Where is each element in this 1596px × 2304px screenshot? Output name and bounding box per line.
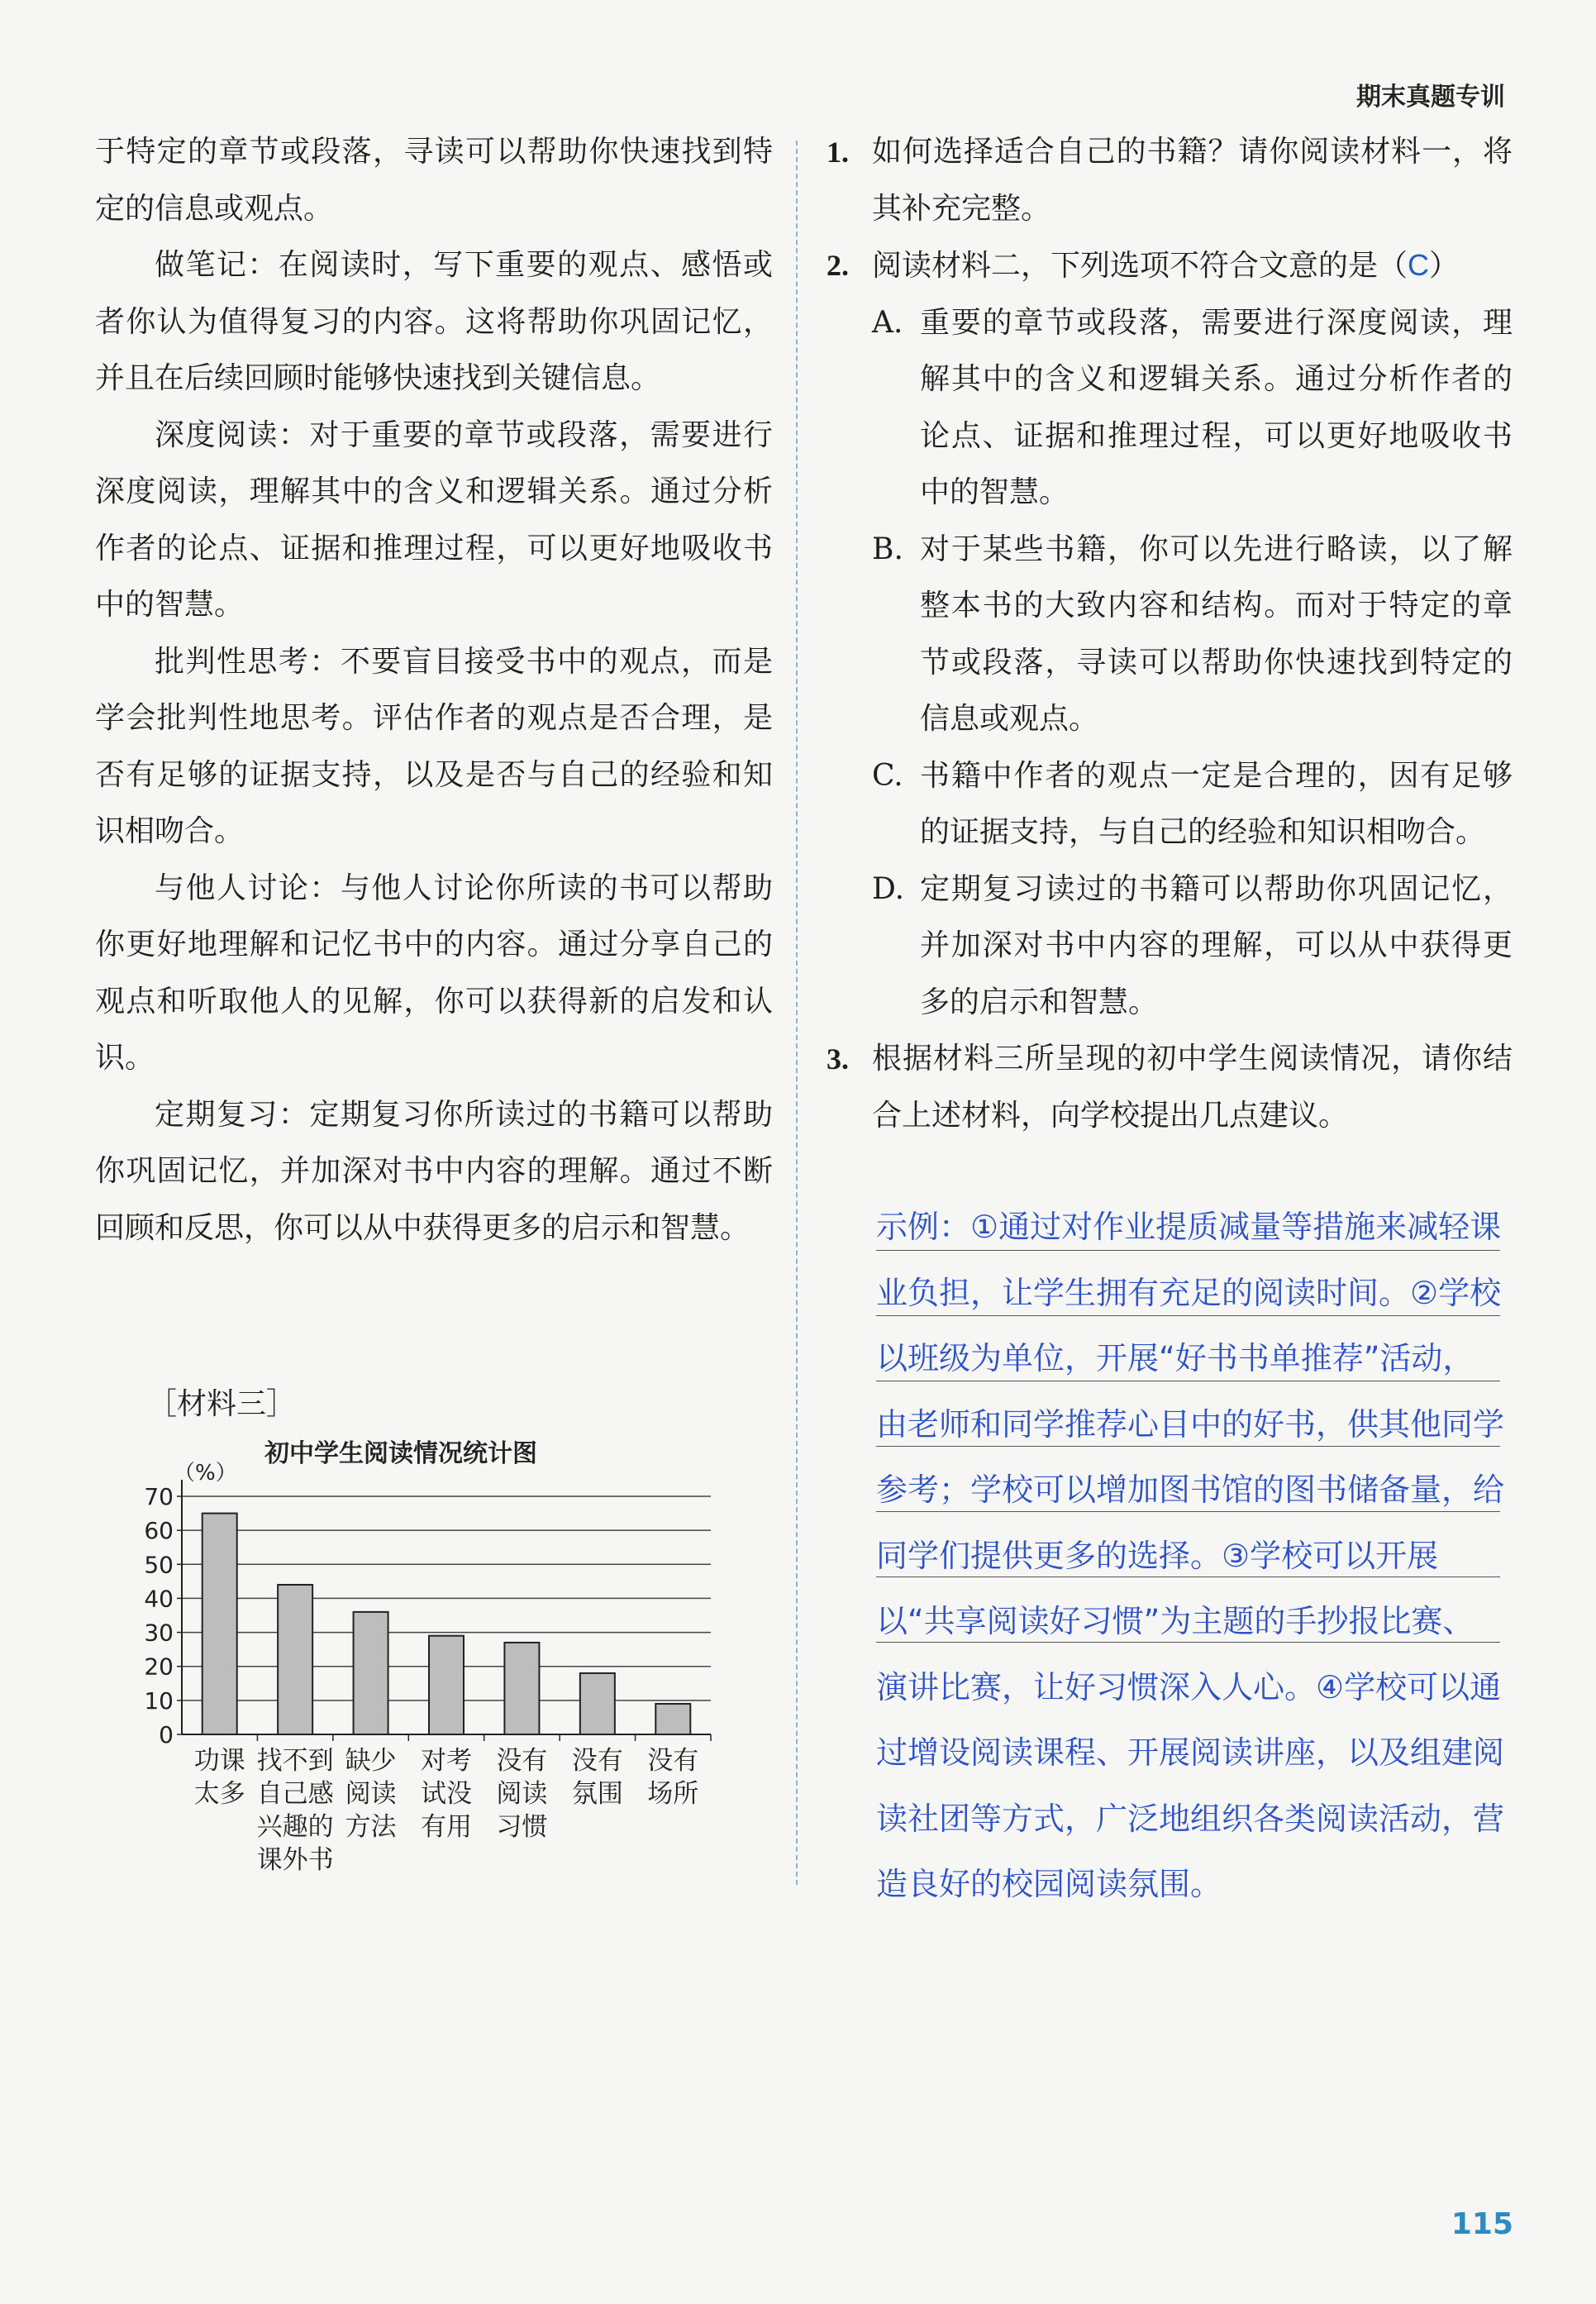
y-tick-label: 50 [144, 1551, 174, 1579]
category-label: 功课 [193, 1746, 245, 1776]
question-3 [827, 1031, 1513, 1144]
handwritten-answer: 示例：①通过对作业提质减量等措施来减轻课业负担，让学生拥有充足的阅读时间。②学校以班级为单位，开展“好书书单推荐”活动，由老师和同学推荐心目中的好书，供其他同学参考；学校可以增加图书馆的图书储备量，给同学们提供更多的选择。③学校可以开展以“共享阅读好习惯”为主题的手抄报比赛、演讲比赛，让好习惯深入人心。④学校可以通过增设阅读课程、开展阅读讲座，以及组建阅读社团等方式，广泛地组织各类阅读活动，营造良好的校园阅读氛围。 [876, 1209, 1505, 1902]
bar [202, 1514, 237, 1734]
option-c [827, 748, 1513, 861]
chart-title: 初中学生阅读情况统计图 [264, 1439, 537, 1468]
category-label: 找不到 [256, 1746, 334, 1776]
bar [278, 1585, 312, 1734]
question-number: 3. [827, 1042, 849, 1076]
bar [354, 1612, 388, 1734]
category-label: 没有 [647, 1746, 699, 1776]
option-letter: C. [872, 758, 903, 793]
y-tick-label: 70 [144, 1483, 174, 1510]
left-column [95, 124, 773, 1257]
bar [504, 1643, 539, 1734]
option-a [827, 295, 1513, 522]
category-label: 有用 [421, 1812, 472, 1842]
right-column [827, 124, 1513, 1144]
question-number: 1. [827, 136, 849, 169]
option-text: 定期复习读过的书籍可以帮助你巩固记忆，并加深对书中内容的理解，可以从中获得更多的启示和智慧。 [920, 871, 1513, 1019]
bar [429, 1636, 464, 1734]
category-label: 自己感 [256, 1779, 334, 1809]
category-label: 没有 [496, 1746, 548, 1776]
header-title: 期末真题专训 [1356, 83, 1505, 112]
column-divider [796, 141, 798, 1885]
question-text-after: ） [1429, 249, 1460, 283]
option-letter: A. [872, 305, 903, 340]
option-text: 重要的章节或段落，需要进行深度阅读，理解其中的含义和逻辑关系。通过分析作者的论点、证据和推理过程，可以更好地吸收书中的智慧。 [920, 305, 1513, 509]
y-tick-label: 20 [144, 1653, 174, 1681]
paragraph-notes: 做笔记：在阅读时，写下重要的观点、感悟或者你认为值得复习的内容。这将帮助你巩固记忆，并且在后续回顾时能够快速找到关键信息。 [95, 248, 773, 395]
bar [655, 1704, 690, 1734]
question-2 [827, 237, 1513, 295]
question-text [872, 237, 1513, 295]
option-letter: B. [872, 532, 903, 566]
question-number: 2. [827, 249, 849, 282]
category-label: 太多 [193, 1779, 245, 1809]
chart-ylabel: （%） [174, 1461, 237, 1486]
chart-svg [116, 1430, 744, 1893]
y-tick-label: 30 [144, 1619, 174, 1647]
reading-survey-chart [116, 1430, 744, 1893]
category-label: 方法 [345, 1812, 397, 1842]
paragraph-review: 定期复习：定期复习你所读过的书籍可以帮助你巩固记忆，并加深对书中内容的理解。通过不断回顾和反思，你可以从中获得更多的启示和智慧。 [95, 1097, 773, 1245]
y-tick-label: 10 [144, 1686, 174, 1715]
bar [580, 1673, 615, 1734]
category-label: 没有 [571, 1746, 623, 1776]
paragraph-critical-thinking: 批判性思考：不要盲目接受书中的观点，而是学会批判性地思考。评估作者的观点是否合理，是否有足够的证据支持，以及是否与自己的经验和知识相吻合。 [95, 644, 773, 848]
page-number: 115 [1451, 2207, 1513, 2241]
option-d [827, 861, 1513, 1032]
y-tick-label: 60 [144, 1517, 174, 1545]
category-label: 习惯 [496, 1812, 548, 1842]
category-label: 课外书 [256, 1845, 334, 1875]
paragraph-discussion: 与他人讨论：与他人讨论你所读的书可以帮助你更好地理解和记忆书中的内容。通过分享自己的观点和听取他人的见解，你可以获得新的启发和认识。 [95, 871, 773, 1075]
answer-choice: C [1408, 248, 1430, 282]
material-three-label: ［材料三］ [147, 1387, 297, 1421]
y-tick-label: 40 [144, 1585, 174, 1613]
option-text: 对于某些书籍，你可以先进行略读，以了解整本书的大致内容和结构。而对于特定的章节或段落，寻读可以帮助你快速找到特定的信息或观点。 [920, 532, 1513, 736]
option-b [827, 522, 1513, 748]
y-tick-label: 0 [159, 1721, 174, 1748]
category-label: 场所 [647, 1779, 699, 1809]
category-label: 氛围 [571, 1779, 623, 1809]
question-text: 如何选择适合自己的书籍？请你阅读材料一，将其补充完整。 [872, 135, 1513, 226]
question-text: 根据材料三所呈现的初中学生阅读情况，请你结合上述材料，向学校提出几点建议。 [872, 1042, 1513, 1133]
category-label: 缺少 [345, 1746, 397, 1776]
option-letter: D. [872, 871, 905, 906]
category-label: 阅读 [345, 1779, 397, 1809]
category-label: 阅读 [496, 1779, 548, 1809]
category-label: 兴趣的 [256, 1812, 334, 1842]
option-text: 书籍中作者的观点一定是合理的，因有足够的证据支持，与自己的经验和知识相吻合。 [920, 758, 1513, 849]
category-label: 试没 [421, 1779, 472, 1809]
question-text-before: 阅读材料二，下列选项不符合文意的是（ [872, 249, 1408, 283]
question-1 [827, 124, 1513, 237]
category-label: 对考 [421, 1746, 472, 1776]
paragraph-continuation: 于特定的章节或段落，寻读可以帮助你快速找到特定的信息或观点。 [95, 135, 773, 226]
paragraph-deep-reading: 深度阅读：对于重要的章节或段落，需要进行深度阅读，理解其中的含义和逻辑关系。通过分析作者的论点、证据和推理过程，可以更好地吸收书中的智慧。 [95, 417, 773, 622]
